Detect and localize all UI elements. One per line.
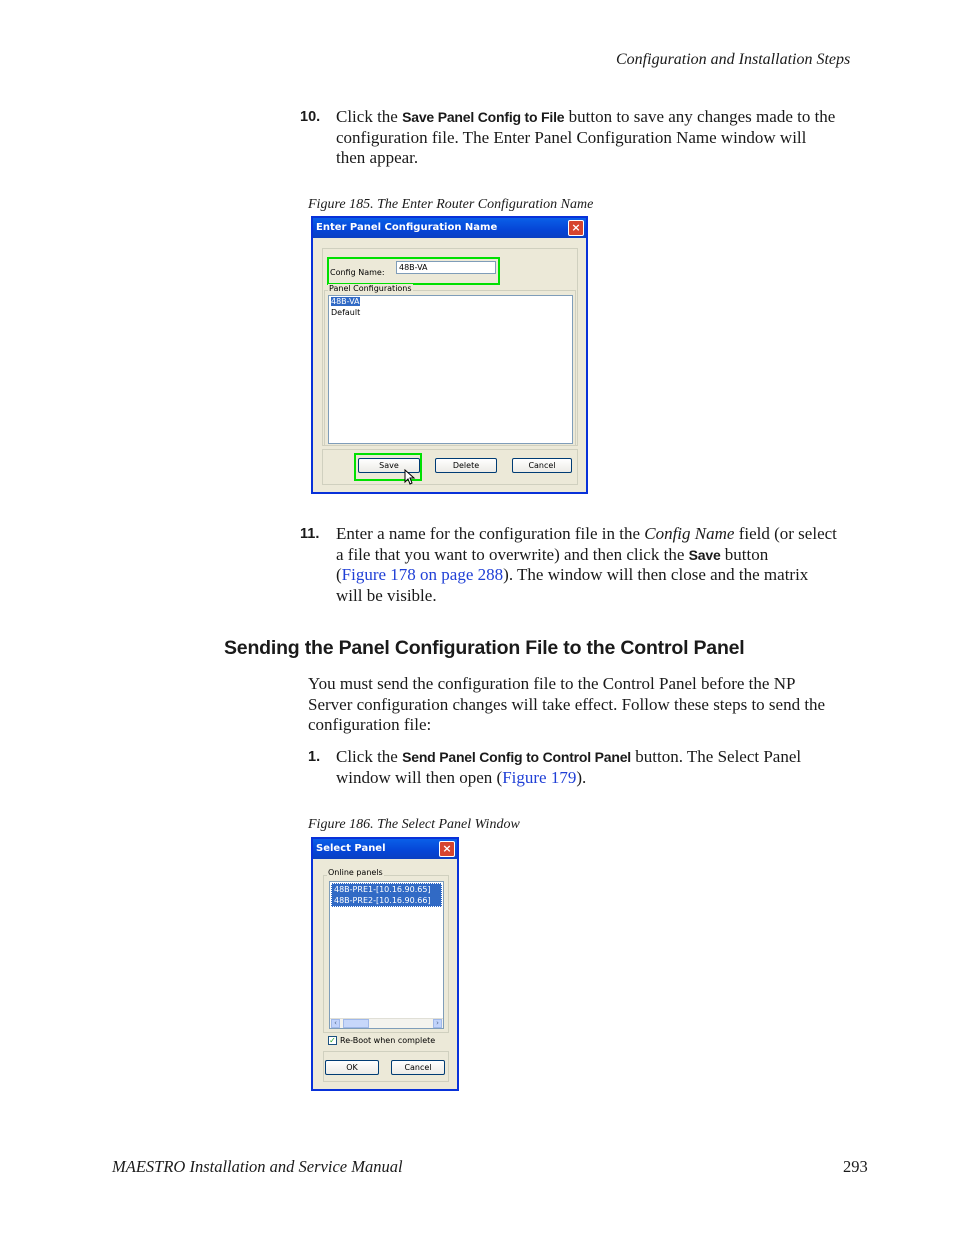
online-panels-list[interactable]: [329, 881, 444, 1029]
section-heading: Sending the Panel Configuration File to the Control Panel: [224, 637, 745, 659]
page-number: 293: [843, 1157, 868, 1176]
list-item[interactable]: 48B-PRE1-[10.16.90.65]: [334, 885, 431, 894]
text: window will then open (: [336, 767, 503, 787]
highlight-box: [327, 257, 500, 285]
panel-configurations-list[interactable]: [328, 295, 573, 444]
select-panel-dialog: [311, 837, 459, 1091]
close-icon[interactable]: ×: [568, 220, 584, 236]
list-item[interactable]: 48B-VA: [331, 297, 360, 306]
figure-caption: Figure 185. The Enter Router Configuration Name: [308, 197, 594, 212]
text: Enter a name for the configuration file in the: [336, 524, 645, 543]
dialog-title: Enter Panel Configuration Name: [316, 222, 498, 233]
dialog-titlebar: [313, 839, 457, 859]
config-name-label: Config Name:: [330, 268, 385, 277]
dialog-titlebar: [313, 218, 586, 238]
save-button[interactable]: Save: [358, 458, 420, 473]
intro-paragraph: [308, 674, 878, 736]
cancel-button[interactable]: Cancel: [512, 458, 572, 473]
text: button. The Select Panel: [631, 747, 802, 766]
scroll-thumb[interactable]: [343, 1019, 369, 1028]
cancel-button[interactable]: Cancel: [391, 1060, 445, 1075]
reboot-checkbox[interactable]: ✓: [329, 1036, 336, 1045]
ui-button-reference: Save: [688, 546, 721, 563]
text: button to save any changes made to the: [564, 107, 836, 126]
figure-link[interactable]: Figure 179: [502, 767, 577, 787]
ok-button[interactable]: OK: [325, 1060, 379, 1075]
list-item[interactable]: Default: [331, 308, 361, 317]
footer-title: MAESTRO Installation and Service Manual: [112, 1157, 403, 1176]
horizontal-scrollbar[interactable]: [330, 1018, 443, 1028]
text: will be visible.: [336, 585, 437, 605]
mouse-cursor-icon: [404, 469, 416, 486]
step-number: 1.: [308, 749, 321, 765]
text: ).: [576, 767, 587, 787]
reboot-checkbox-label: Re-Boot when complete: [340, 1036, 436, 1045]
group-label: Online panels: [328, 868, 383, 877]
figure-caption: Figure 186. The Select Panel Window: [308, 817, 520, 832]
text: button: [720, 544, 769, 564]
delete-button[interactable]: Delete: [435, 458, 497, 473]
text: (: [336, 565, 342, 584]
config-name-input[interactable]: 48B-VA: [396, 261, 496, 274]
text: a file that you want to overwrite) and then click the: [336, 544, 689, 564]
step-number: 10.: [300, 109, 321, 125]
step-10-text: [336, 107, 876, 169]
text: field (or select: [734, 524, 837, 543]
ui-button-reference: Save Panel Config to File: [402, 109, 565, 125]
text: Click the: [336, 747, 403, 766]
text: Click the: [336, 107, 403, 126]
running-header: Configuration and Installation Steps: [616, 51, 851, 68]
step-1-text: [336, 747, 876, 788]
text: Server configuration changes will take effect. Follow these steps to send the: [308, 694, 826, 714]
list-item[interactable]: 48B-PRE2-[10.16.90.66]: [334, 896, 431, 905]
scroll-right-icon[interactable]: ›: [433, 1019, 442, 1028]
text: You must send the configuration file to the Control Panel before the NP: [308, 674, 796, 693]
step-number: 11.: [300, 526, 320, 542]
step-11-text: [336, 524, 876, 606]
text: configuration file:: [308, 715, 432, 734]
text: ). The window will then close and the matrix: [503, 565, 809, 584]
text: configuration file. The Enter Panel Configuration Name window will: [336, 127, 807, 147]
group-label: Panel Configurations: [329, 284, 412, 293]
close-icon[interactable]: ×: [439, 841, 455, 857]
dialog-title: Select Panel: [316, 843, 386, 854]
enter-panel-config-dialog: [311, 216, 588, 494]
scroll-left-icon[interactable]: ‹: [331, 1019, 340, 1028]
figure-link[interactable]: Figure 178 on page 288: [341, 565, 504, 584]
text: then appear.: [336, 148, 419, 167]
field-reference: Config Name: [644, 524, 735, 543]
ui-button-reference: Send Panel Config to Control Panel: [402, 749, 631, 765]
